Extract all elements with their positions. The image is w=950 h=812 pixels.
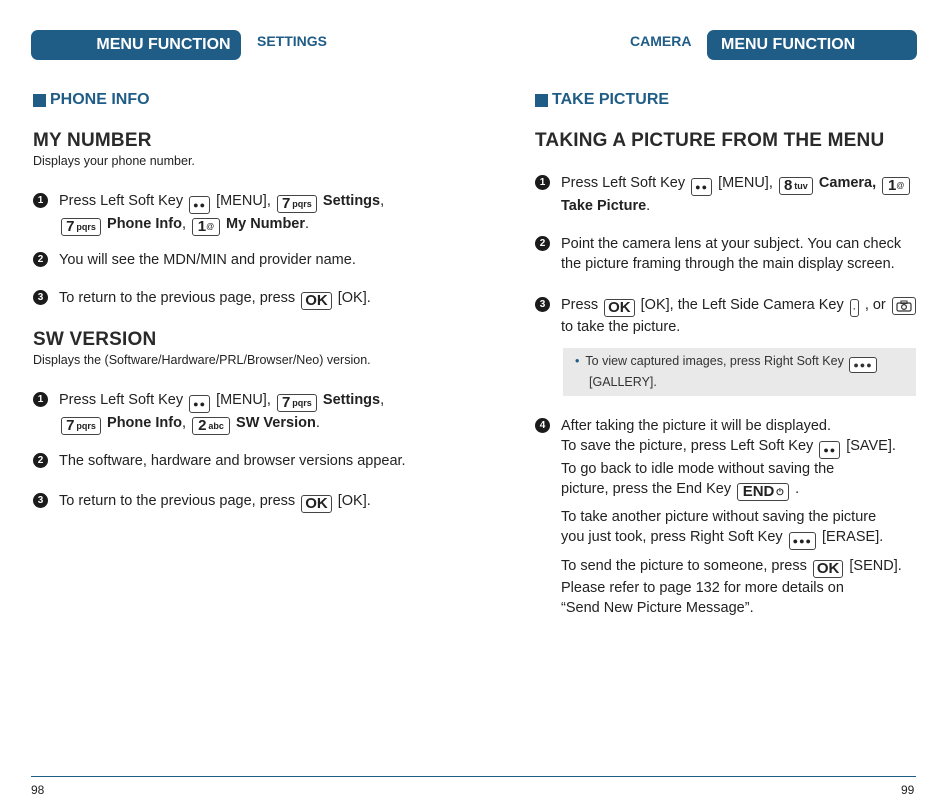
key-7-icon: 7 pqrs [277, 195, 317, 213]
left-page: MENU FUNCTION SETTINGS PHONE INFO MY NUMBER Displays your phone number. 1 Press Left Soft Key ●● [MENU], 7 pqrs Settings, 7 pqrs Phone Info, 1 @ My Number. 2 You will see the MDN/MIN and provider name. 3 To return to the previous page, press OK [OK]. SW VERSION Displays the (Software/Hardware/PRL/Browser/Neo) version. 1 Press Left Soft Key ●● [MENU], 7 pqrs Settings, 7 pqrs Phone Info, 2 abc SW Version. 2 The software, hardware and browser versions appear. 3 To return to the previous page, press OK [OK]. 98 [0, 0, 475, 812]
key-1-icon: 1 @ [192, 218, 220, 236]
step-number: 1 [535, 175, 550, 190]
step-text: , or [864, 297, 886, 313]
key-8-icon: 8 tuv [779, 177, 813, 195]
key-1-icon: 1 @ [882, 177, 910, 195]
step-text: [MENU], [216, 193, 271, 209]
step-text: Press Left Soft Key [59, 193, 184, 209]
left-soft-key-icon: ●● [189, 196, 210, 214]
step-number: 3 [33, 493, 48, 508]
step-number: 1 [33, 193, 48, 208]
side-camera-key-icon: · [850, 299, 859, 317]
menu-function-tab [31, 30, 241, 60]
step-number: 3 [535, 297, 550, 312]
page-number: 98 [31, 783, 45, 797]
note-text: To view captured images, press Right Soft Key [585, 354, 844, 368]
step-text: to take the picture. [561, 319, 681, 335]
step-text: To take another picture without saving the picture [561, 509, 877, 525]
take-picture-text: Take Picture [561, 198, 647, 214]
menu-function-tab [707, 30, 917, 60]
step-text: . [795, 481, 800, 497]
step-text: [OK]. [337, 493, 371, 509]
step-number: 3 [33, 290, 48, 305]
ok-key-icon: OK [813, 560, 844, 578]
camera-label: CAMERA [630, 33, 692, 49]
step-text: “Send New Picture Message”. [561, 600, 754, 616]
square-bullet-icon [33, 94, 46, 107]
section-heading [33, 91, 150, 109]
sw-version-text: SW Version [236, 415, 316, 431]
step-text: [SEND]. [849, 558, 902, 574]
step-text: The software, hardware and browser versions appear. [59, 453, 406, 469]
step-text: Please refer to page 132 for more details on [561, 580, 844, 596]
step-number: 2 [33, 252, 48, 267]
settings-text: Settings [322, 193, 381, 209]
step-text: [OK]. [337, 290, 371, 306]
step-text: [SAVE]. [846, 438, 896, 454]
take-picture-title: TAKING A PICTURE FROM THE MENU [535, 130, 885, 151]
section-heading-text: TAKE PICTURE [552, 91, 670, 108]
my-number-title: MY NUMBER [33, 130, 152, 151]
step-text: You will see the MDN/MIN and provider name. [59, 252, 356, 268]
note-text: [GALLERY]. [589, 375, 657, 389]
square-bullet-icon [535, 94, 548, 107]
right-soft-key-icon: ●●● [789, 532, 816, 550]
step-text: Press Left Soft Key [561, 175, 686, 191]
tab-text: MENU FUNCTION [721, 36, 856, 53]
phone-info-text: Phone Info [107, 216, 182, 232]
left-soft-key-icon: ●● [691, 178, 712, 196]
step-number: 2 [535, 236, 550, 251]
bullet-icon: • [575, 354, 580, 368]
step-text: you just took, press Right Soft Key [561, 529, 783, 545]
step-text: To return to the previous page, press [59, 493, 296, 509]
key-2-icon: 2 abc [192, 417, 230, 435]
settings-label: SETTINGS [257, 33, 328, 49]
footer-rule [31, 776, 475, 777]
sw-version-desc: Displays the (Software/Hardware/PRL/Browser/Neo) version. [33, 353, 371, 367]
step-text: picture, press the End Key [561, 481, 732, 497]
step-text: [OK], the Left Side Camera Key [640, 297, 844, 313]
note-box [563, 348, 916, 396]
step-number: 2 [33, 453, 48, 468]
step-text: To go back to idle mode without saving the [561, 461, 835, 477]
my-number-desc: Displays your phone number. [33, 154, 195, 168]
phone-info-text: Phone Info [107, 415, 182, 431]
footer-rule [475, 776, 916, 777]
key-7-icon: 7 pqrs [61, 417, 101, 435]
step-text: To return to the previous page, press [59, 290, 296, 306]
my-number-text: My Number [226, 216, 306, 232]
left-soft-key-icon: ●● [189, 395, 210, 413]
step-text: After taking the picture it will be displayed. [561, 418, 831, 434]
camera-key-icon [892, 297, 916, 315]
key-7-icon: 7 pqrs [61, 218, 101, 236]
step-number: 1 [33, 392, 48, 407]
step-text: To send the picture to someone, press [561, 558, 807, 574]
step-text: Press [561, 297, 599, 313]
ok-key-icon: OK [604, 299, 635, 317]
section-heading-text: PHONE INFO [50, 91, 150, 108]
step-text: [MENU], [718, 175, 773, 191]
camera-text: Camera [818, 175, 873, 191]
step-text: [MENU], [216, 392, 271, 408]
right-page: CAMERA MENU FUNCTION TAKE PICTURE TAKING A PICTURE FROM THE MENU 1 Press Left Soft Key ●● [MENU], 8 tuv Camera, 1 @ Take Picture. 2 Point the camera lens at your subject. You can check the picture framing through the main display screen. 3 Press OK [OK], the Left Side Camera Key · , or to take the picture. • To view captured images, press Right Soft Key ●●● [GALLERY]. 4 After taking the picture it will be displayed. To save the picture, press Left Soft Key ●● [SAVE]. To go back to idle mode without saving the picture, press the End Key END ⏻ . To take another picture without saving the picture you just took, press Right Soft Key ●●● [ERASE]. To send the picture to someone, press OK [SEND]. Please refer to page 132 for more details on “Send New Picture Message”. 99 [475, 0, 950, 812]
right-soft-key-icon: ●●● [849, 357, 876, 373]
step-number: 4 [535, 418, 550, 433]
sw-version-title: SW VERSION [33, 329, 157, 350]
page-number: 99 [901, 783, 915, 797]
ok-key-icon: OK [301, 495, 332, 513]
step-text: the picture framing through the main display screen. [561, 256, 895, 272]
settings-text: Settings [322, 392, 381, 408]
left-soft-key-icon: ●● [819, 441, 840, 459]
step-text: Press Left Soft Key [59, 392, 184, 408]
section-heading [535, 91, 669, 109]
end-key-icon: END ⏻ [737, 483, 789, 501]
step-text: [ERASE]. [822, 529, 884, 545]
step-text: Point the camera lens at your subject. You can check [561, 236, 902, 252]
step-text: To save the picture, press Left Soft Key [561, 438, 814, 454]
tab-text: MENU FUNCTION [96, 36, 231, 53]
key-7-icon: 7 pqrs [277, 394, 317, 412]
ok-key-icon: OK [301, 292, 332, 310]
